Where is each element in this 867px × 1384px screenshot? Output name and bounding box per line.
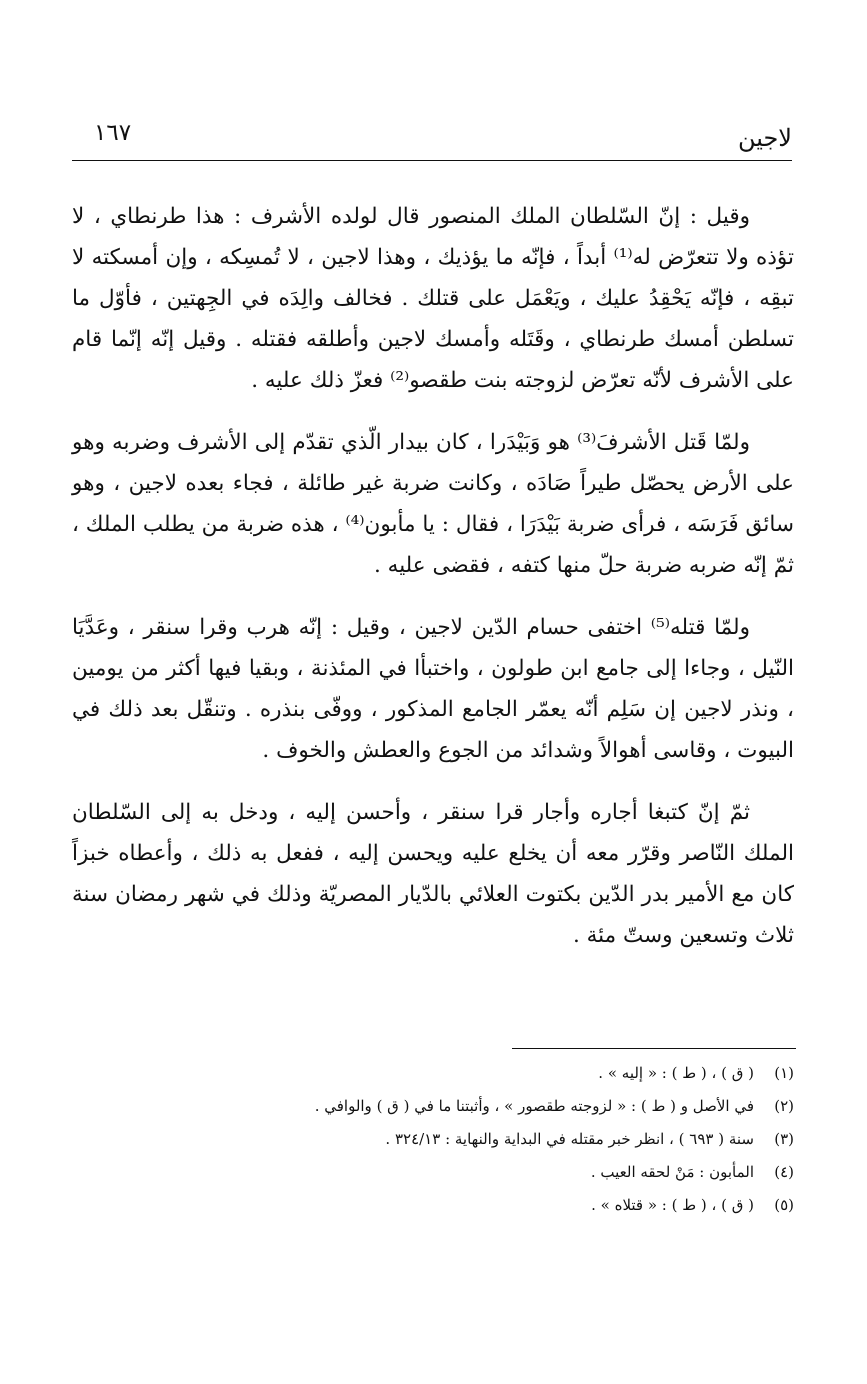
footnote-3 <box>250 1130 794 1163</box>
footnote-2 <box>250 1097 794 1130</box>
footnote-text: في الأصل و ( ط ) : « لزوجته طقصور » ، وأثبتنا ما في ( ق ) والوافي . <box>314 1097 754 1115</box>
footnote-text: ( ق ) ، ( ط ) : « إليه » . <box>598 1064 754 1082</box>
footnote-number: (١) <box>774 1064 794 1082</box>
paragraph-1: وقيل : إنّ السّلطان الملك المنصور قال لولده الأشرف : هذا طرنطاي ، لا تؤذه ولا تتعرّض له⁽¹⁾ أبداً ، فإنّه ما يؤذيك ، وهذا لاجين ، لا تُمسِكه ، وإن أمسكته لا تبقِه ، فإنّه يَحْقِدُ عليك ، ويَعْمَل على قتلك . فخالف والِدَه في الجِهتين ، فأوّل ما تسلطن أمسك طرنطاي ، وقَتَله وأمسك لاجين وأطلقه فقتله . وقيل إنّه إنّما قام على الأشرف لأنّه تعرّض لزوجته بنت طقصو⁽²⁾ فعزّ ذلك عليه . <box>72 204 794 393</box>
footnote-number: (٢) <box>774 1097 794 1115</box>
page-header <box>72 120 792 164</box>
footnote-text: المأبون : مَنْ لحقه العيب . <box>590 1163 754 1181</box>
footnote-4 <box>250 1163 794 1196</box>
footnote-number: (٥) <box>774 1196 794 1214</box>
header-rule <box>72 160 792 161</box>
paragraph-4: ثمّ إنّ كتبغا أجاره وأجار قرا سنقر ، وأحسن إليه ، ودخل به إلى السّلطان الملك النّاصر وقرّر معه أن يخلع عليه ويحسن إليه ، ففعل به ذلك ، وأعطاه خبزاً كان مع الأمير بدر الدّين بكتوت العلائي بالدّيار المصريّة وذلك في شهر رمضان سنة ثلاث وتسعين وستّ مئة . <box>72 800 794 948</box>
footnotes <box>250 1064 794 1229</box>
running-title: لاجين <box>737 124 792 152</box>
footnote-text: ( ق ) ، ( ط ) : « قتلاه » . <box>591 1196 754 1214</box>
page-number: ١٦٧ <box>94 120 132 146</box>
footnote-text: سنة ( ٦٩٣ ) ، انظر خبر مقتله في البداية والنهاية : ٣٢٤/١٣ . <box>385 1130 754 1148</box>
footnote-5 <box>250 1196 794 1229</box>
footnote-1 <box>250 1064 794 1097</box>
footnote-separator <box>512 1048 796 1049</box>
paragraph-2: ولمّا قَتل الأشرفَ⁽³⁾ هو وَبَيْدَرا ، كان بيدار الّذي تقدّم إلى الأشرف وضربه وهو على الأرض يحصّل طيراً صَادَه ، وكانت ضربة غير طائلة ، فجاء بعده لاجين ، وهو سائق فَرَسَه ، فرأى ضربة بَيْدَرَا ، فقال : يا مأبون⁽⁴⁾ ، هذه ضربة من يطلب الملك ، ثمّ إنّه ضربه ضربة حلّ منها كتفه ، فقضى عليه . <box>72 430 794 578</box>
paragraph-3: ولمّا قتله⁽⁵⁾ اختفى حسام الدّين لاجين ، وقيل : إنّه هرب وقرا سنقر ، وعَدَّيَا النّيل ، وجاءا إلى جامع ابن طولون ، واختبأا في المئذنة ، وبقيا فيها أكثر من يومين ، ونذر لاجين إن سَلِم أنّه يعمّر الجامع المذكور ، ووفّى بنذره . وتنقّل بعد ذلك في البيوت ، وقاسى أهوالاً وشدائد من الجوع والعطش والخوف . <box>72 615 794 763</box>
body-text <box>72 196 794 956</box>
footnote-number: (٤) <box>774 1163 794 1181</box>
footnote-number: (٣) <box>774 1130 794 1148</box>
